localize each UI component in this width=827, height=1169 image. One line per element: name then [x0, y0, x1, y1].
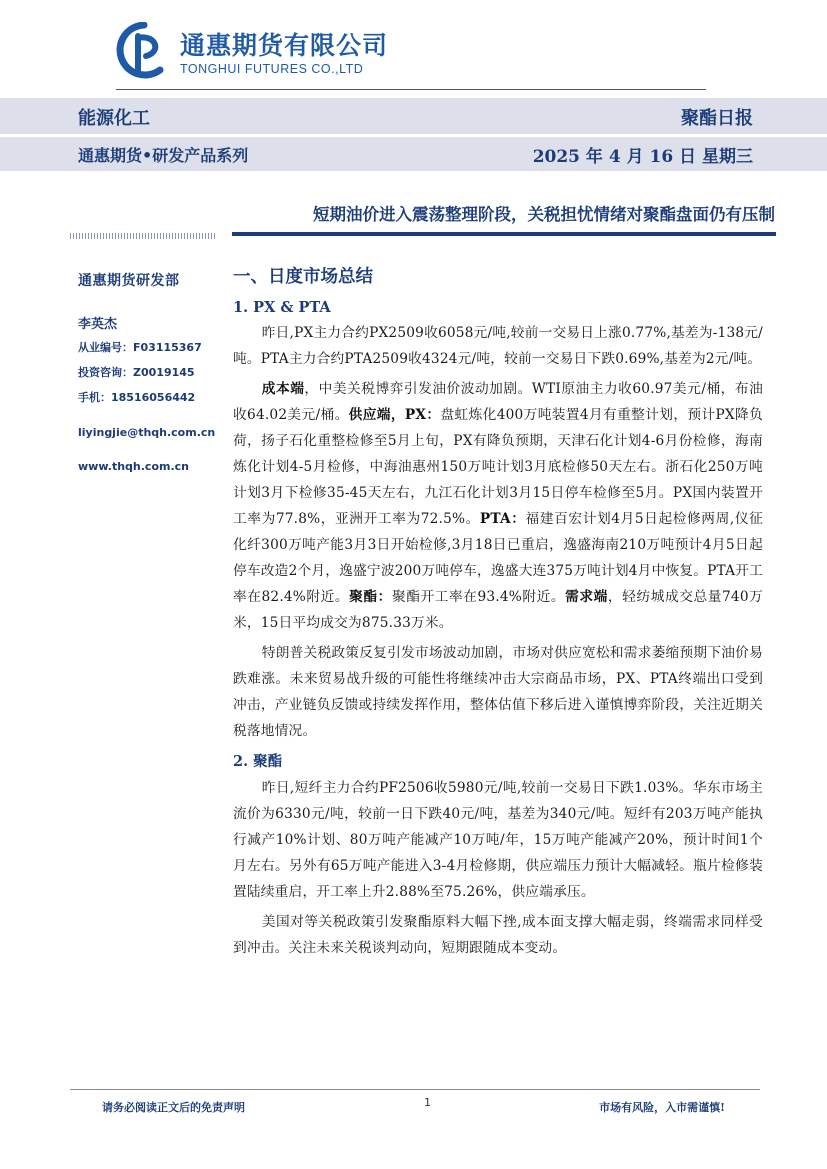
company-logo: [116, 22, 406, 82]
company-name-cn: 通惠期货有限公司: [180, 31, 389, 60]
series-label: 通惠期货•研发产品系列: [78, 146, 249, 165]
sidebar-decoration: [70, 233, 216, 239]
consult-label: 投资咨询：: [78, 366, 133, 379]
sector-label: 能源化工: [78, 108, 150, 129]
header-divider: [116, 89, 706, 90]
report-body: [233, 263, 763, 965]
report-date: 2025 年 4 月 16 日 星期三: [532, 147, 753, 167]
disclaimer-note[interactable]: 请务必阅读正文后的免责声明: [102, 1101, 245, 1114]
phone-number: [78, 389, 228, 405]
company-name-en: TONGHUI FUTURES CO.,LTD: [180, 62, 364, 76]
report-type: 聚酯日报: [681, 108, 753, 129]
consult-value: Z0019145: [133, 366, 195, 379]
cert-value: F03115367: [133, 341, 202, 354]
paragraph-outlook: 特朗普关税政策反复引发市场波动加剧，市场对供应宽松和需求萎缩预期下油价易跌难涨。未来贸易战升级的可能性将继续冲击大宗商品市场，PX、PTA终端出口受到冲击，产业链负反馈或持续发挥作用，整体估值下移后进入谨慎博弈阶段，关注近期关税落地情况。: [233, 645, 763, 739]
section-title: 一、日度市场总结: [233, 267, 373, 287]
paragraph-polyester-prices: 昨日,短纤主力合约PF2506收5980元/吨,较前一交易日下跌1.03%。华东市场主流价为6330元/吨，较前一日下跌40元/吨，基差为340元/吨。短纤有203万吨产能执行减产10%计划、80万吨产能减产10万吨/年，15万吨产能减产20%，预计时间1个月左右。另外有65万吨产能进入3-4月检修期，供应端压力预计大幅减轻。瓶片检修装置陆续重启，开工率上升2.88%至75.26%，供应端承压。: [233, 780, 763, 900]
headline-underline: [232, 232, 776, 236]
footer-divider: [70, 1089, 760, 1090]
report-headline: 短期油价进入震荡整理阶段，关税担忧情绪对聚酯盘面仍有压制: [313, 205, 775, 224]
research-dept: 通惠期货研发部: [78, 273, 180, 289]
label-demand: 需求端: [565, 589, 608, 605]
page-number: 1: [424, 1096, 431, 1109]
subsection-px-pta: 1. PX & PTA: [233, 299, 331, 316]
subsection-polyester: 2. 聚酯: [233, 753, 283, 770]
consult-number: [78, 364, 228, 380]
label-pta: PTA：: [479, 511, 526, 527]
tonghui-logo-icon: [116, 22, 172, 80]
risk-warning: 市场有风险，入市需谨慎!: [599, 1101, 725, 1114]
paragraph-px-pta-prices: 昨日,PX主力合约PX2509收6058元/吨,较前一交易日上涨0.77%,基差为-138元/吨。PTA主力合约PTA2509收4324元/吨，较前一交易日下跌0.69%,基差为2元/吨。: [233, 325, 763, 367]
email-link[interactable]: liyingjie@thqh.com.cn: [78, 426, 216, 439]
author-sidebar: [78, 270, 228, 482]
paragraph-polyester-outlook: 美国对等关税政策引发聚酯原料大幅下挫,成本面支撑大幅走弱，终端需求同样受到冲击。关注未来关税谈判动向，短期跟随成本变动。: [233, 914, 763, 956]
phone-value: 18516056442: [111, 391, 196, 404]
label-supply-px: 供应端，PX：: [348, 407, 441, 423]
cert-label: 从业编号：: [78, 341, 133, 354]
label-polyester: 聚酯：: [349, 589, 392, 605]
analyst-name: 李英杰: [78, 317, 118, 332]
cert-number: [78, 339, 228, 355]
website-link[interactable]: www.thqh.com.cn: [78, 460, 190, 473]
phone-label: 手机：: [78, 391, 111, 404]
paragraph-supply-demand: 成本端，中美关税博弈引发油价波动加剧。WTI原油主力收60.97美元/桶，布油收64.02美元/桶。供应端，PX：盘虹炼化400万吨装置4月有重整计划，预计PX降负荷，扬子石化重整检修至5月上旬，PX有降负预期，天津石化计划4-6月份检修，海南炼化计划4-5月检修，中海油惠州150万吨计划3月底检修50天左右。浙石化250万吨计划3月下检修35-45天左右，九江石化计划3月15日停车检修至5月。PX国内装置开工率为77.8%，亚洲开工率为72.5%。PTA：福建百宏计划4月5日起检修两周,仪征化纤300万吨产能3月3日开始检修,3月18日已重启，逸盛海南210万吨预计4月5日起停车改造2个月，逸盛宁波200万吨停车，逸盛大连375万吨计划4月中恢复。PTA开工率在82.4%附近。聚酯：聚酯开工率在93.4%附近。需求端，轻纺城成交总量740万米，15日平均成交为875.33万米。: [233, 381, 764, 631]
label-cost: 成本端: [261, 381, 305, 397]
